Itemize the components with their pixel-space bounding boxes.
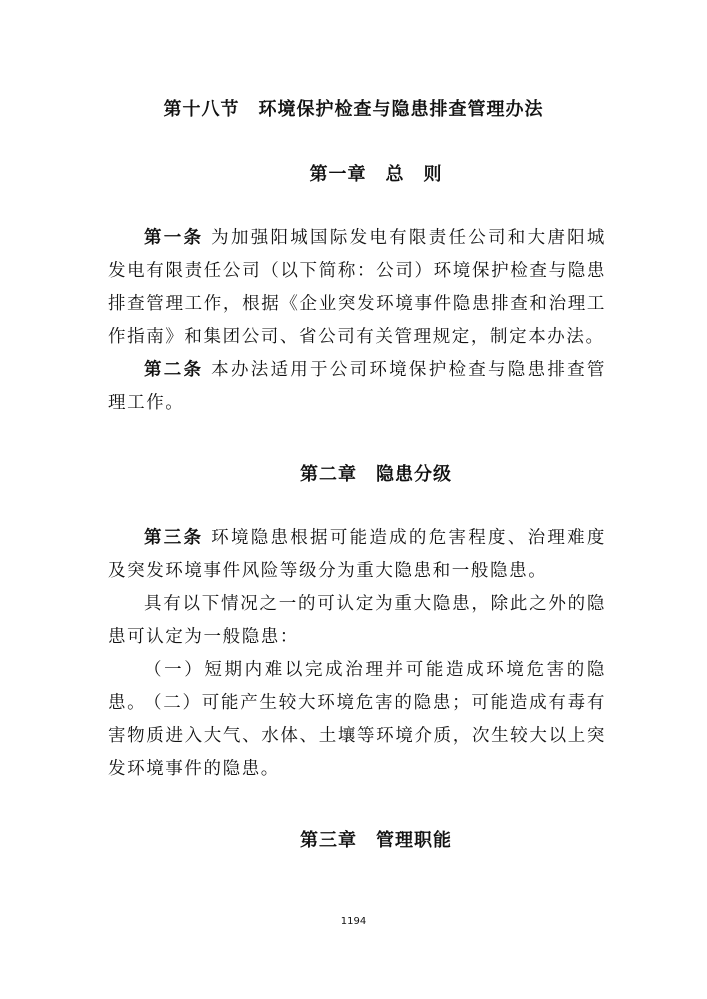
article-1-text: 为加强阳城国际发电有限责任公司和大唐阳城发电有限责任公司（以下简称：公司）环境保护检查与隐患排查管理工作，根据《企业突发环境事件隐患排查和治理工作指南》和集团公司、省公司有关管理规定，制定本办法。 (108, 228, 606, 347)
article-2 (108, 354, 606, 420)
article-2-label: 第二条 (144, 360, 204, 380)
article-2-text: 本办法适用于公司环境保护检查与隐患排查管理工作。 (108, 360, 606, 413)
article-3 (108, 522, 606, 588)
article-3-label: 第三条 (144, 528, 204, 548)
page-number: 1194 (340, 916, 367, 927)
major-hazard-paragraph: 具有以下情况之一的可认定为重大隐患，除此之外的隐患可认定为一般隐患： (108, 594, 606, 647)
list-item-2: （二）可能产生较大环境危害的隐患；可能造成有毒有害物质进入大气、水体、土壤等环境介质，次生较大以上突发环境事件的隐患。 (108, 693, 606, 779)
list-item-1: （一）短期内难以完成治理并可能造成环境危害的隐患。 (108, 660, 606, 713)
chapter-3-title: 第三章 管理职能 (300, 830, 452, 851)
article-3-text: 环境隐患根据可能造成的危害程度、治理难度及突发环境事件风险等级分为重大隐患和一般隐患。 (108, 528, 606, 581)
article-1-label: 第一条 (144, 228, 204, 248)
chapter-2-title: 第二章 隐患分级 (300, 464, 452, 485)
section-title: 第十八节 环境保护检查与隐患排查管理办法 (163, 99, 544, 120)
chapter-1-title: 第一章 总 则 (309, 164, 443, 185)
article-1 (108, 222, 606, 354)
